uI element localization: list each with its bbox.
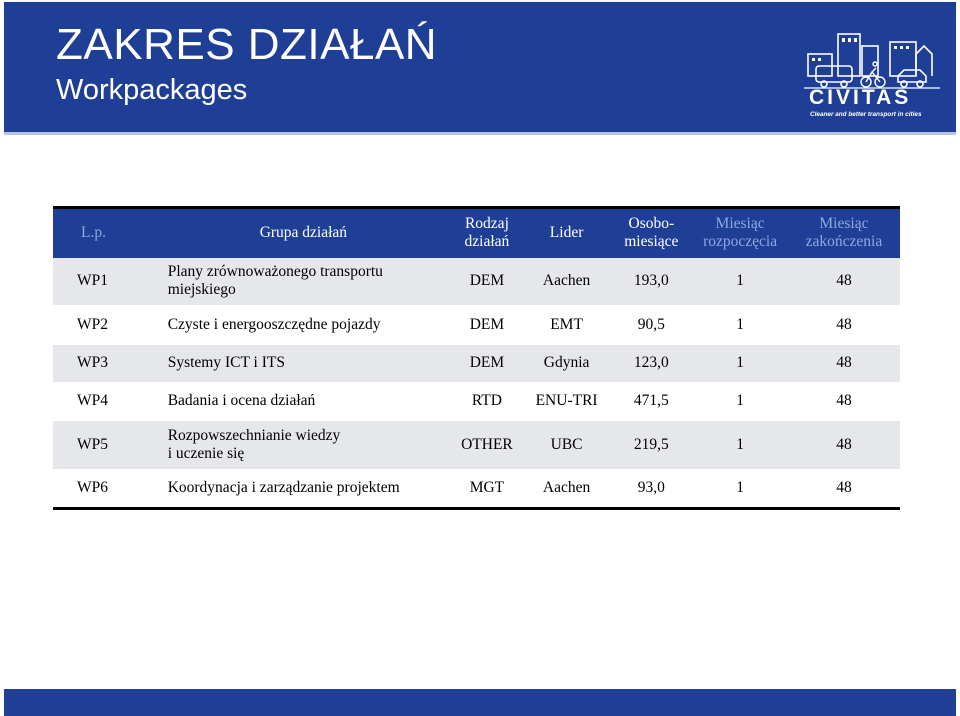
cell-lp: WP5 <box>77 435 108 453</box>
cell-lider: UBC <box>550 435 583 453</box>
header-rozpoczecia <box>692 208 788 258</box>
header-rodzaj-line2: działań <box>464 233 510 251</box>
table-row <box>53 345 900 382</box>
cell-grupa <box>156 258 451 305</box>
cell-osobomiesiace: 123,0 <box>633 354 669 371</box>
header-rodzaj <box>451 208 523 258</box>
cell-grupa-line2: miejskiego <box>167 281 236 298</box>
cell-osobomiesiace: 93,0 <box>610 469 692 509</box>
header-osobo-line2: miesiące <box>624 233 679 251</box>
civitas-tagline: Cleaner and better transport in cities <box>810 111 922 118</box>
table-row <box>53 258 900 305</box>
header-osobo-line1: Osobo- <box>628 215 675 233</box>
cell-osobomiesiace: 471,5 <box>633 392 669 409</box>
slide-subtitle: Workpackages <box>56 74 248 106</box>
slide-title: ZAKRES DZIAŁAŃ <box>56 20 438 69</box>
cell-rodzaj: RTD <box>471 392 502 409</box>
header-rozp-line1: Miesiąc <box>715 215 765 233</box>
cell-grupa-line2: i uczenie się <box>167 444 245 462</box>
cell-koniec: 48 <box>836 354 852 371</box>
civitas-wordmark: CIVITAS <box>809 86 912 109</box>
cell-koniec: 48 <box>836 272 852 289</box>
cell-grupa: Systemy ICT i ITS <box>167 354 285 371</box>
table-row <box>53 421 900 469</box>
cell-grupa-line1: Plany zrównoważonego transportu <box>167 263 383 280</box>
cell-rodzaj: OTHER <box>461 435 513 453</box>
cell-lp: WP3 <box>77 354 108 371</box>
header-grupa: Grupa działań <box>156 208 451 258</box>
cell-lp: WP2 <box>77 315 108 333</box>
header-zak-line1: Miesiąc <box>819 215 869 233</box>
cell-start: 1 <box>692 469 788 509</box>
cell-grupa: Koordynacja i zarządzanie projektem <box>156 469 451 509</box>
cell-start: 1 <box>736 272 744 289</box>
header-zak-line2: zakończenia <box>805 233 883 251</box>
header-rodzaj-line1: Rodzaj <box>464 215 509 233</box>
header-zakonczenia <box>788 208 900 258</box>
cell-lider: Gdynia <box>543 354 590 371</box>
cell-grupa-line1: Rozpowszechnianie wiedzy <box>167 426 341 444</box>
cell-osobomiesiace: 193,0 <box>633 272 669 289</box>
header-rozp-line2: rozpoczęcia <box>703 233 778 251</box>
cell-lider: ENU-TRI <box>535 392 598 409</box>
cell-koniec: 48 <box>788 469 900 509</box>
cell-start: 1 <box>736 435 744 453</box>
table-header-row <box>53 208 900 258</box>
cell-lider: Aachen <box>523 469 611 509</box>
cell-rodzaj: DEM <box>469 354 505 371</box>
cell-lider: EMT <box>550 315 583 333</box>
table-row <box>53 469 900 509</box>
cell-osobomiesiace: 90,5 <box>637 315 665 333</box>
cell-grupa: Czyste i energooszczędne pojazdy <box>167 315 381 333</box>
header-lp: L.p. <box>53 208 156 258</box>
cell-grupa <box>156 421 451 469</box>
cell-koniec: 48 <box>836 392 852 409</box>
cell-koniec: 48 <box>836 435 852 453</box>
workpackages-table <box>53 206 900 510</box>
cell-lp: WP6 <box>53 469 156 509</box>
cell-osobomiesiace: 219,5 <box>633 435 669 453</box>
cell-rodzaj: MGT <box>451 469 523 509</box>
cell-rodzaj: DEM <box>469 272 505 289</box>
table-row <box>53 382 900 421</box>
cell-koniec: 48 <box>836 315 852 333</box>
cell-start: 1 <box>736 354 744 371</box>
cell-start: 1 <box>736 315 744 333</box>
header-osobomiesiace <box>610 208 692 258</box>
cell-lp: WP1 <box>77 272 108 289</box>
slide-header <box>0 0 960 135</box>
cell-lider: Aachen <box>542 272 591 289</box>
cell-lp: WP4 <box>77 392 108 409</box>
cell-grupa: Badania i ocena działań <box>167 392 316 409</box>
cell-start: 1 <box>736 392 744 409</box>
slide-footer-bar <box>4 689 956 716</box>
cell-rodzaj: DEM <box>469 315 505 333</box>
table-row <box>53 305 900 345</box>
header-lider: Lider <box>523 208 611 258</box>
